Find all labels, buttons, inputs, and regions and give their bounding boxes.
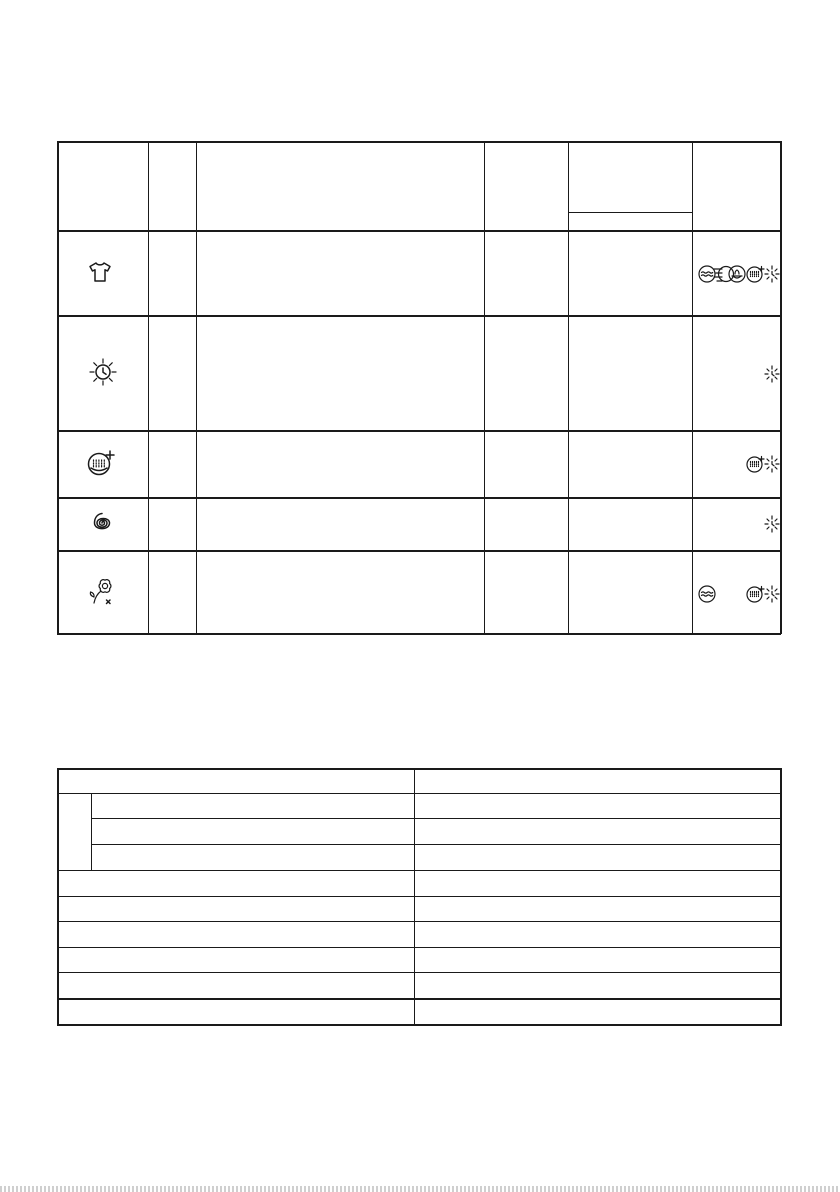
flower-stain-icon (88, 577, 118, 609)
eco-bowl-icon (728, 265, 746, 283)
delay-start-icon (764, 265, 780, 283)
table-row (57, 550, 781, 633)
extra-rinse-icon (746, 585, 766, 603)
header-program (60, 145, 146, 225)
option-icons (695, 363, 781, 385)
sun-clock-icon (88, 357, 118, 387)
option-icons (695, 263, 781, 285)
extra-rinse-icon (746, 455, 766, 473)
delay-start-icon (764, 365, 780, 383)
header-options (695, 145, 779, 225)
option-icons (695, 583, 781, 605)
delay-start-icon (764, 515, 780, 533)
spiral-icon (89, 510, 115, 536)
spec-table (0, 760, 840, 1030)
header-description (199, 145, 482, 225)
table-row (57, 497, 781, 550)
t-shirt-icon (88, 261, 112, 283)
rinse-plus-icon (87, 449, 117, 477)
water-waves-icon (698, 585, 716, 603)
table-row (57, 230, 781, 315)
header-col2 (150, 145, 194, 225)
header-col4 (487, 145, 566, 225)
table-row (57, 315, 781, 430)
option-icons (695, 453, 781, 475)
header-col5-bottom (571, 214, 691, 228)
extra-rinse-icon (746, 265, 766, 283)
header-col5-top (571, 145, 691, 209)
delay-start-icon (764, 455, 780, 473)
delay-start-icon (764, 585, 780, 603)
page-bottom-border (0, 1186, 840, 1192)
table-row (57, 430, 781, 497)
option-icons (695, 513, 781, 535)
